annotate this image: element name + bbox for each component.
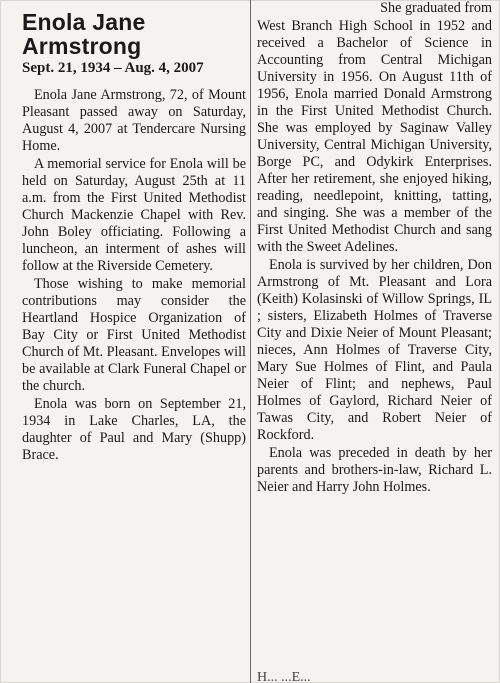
title-line-2: Armstrong	[22, 33, 142, 59]
obituary-title	[22, 10, 246, 58]
paragraph-memorial-service: A memorial service for Enola will be held on Saturday, August 25th at 11 a.m. from the First United Methodist Church Mackenzie Chapel with Rev. John Boley officiating. Following a luncheon, an interment of ashes will follow at the Riverside Cemetery.	[22, 156, 246, 274]
left-column	[22, 0, 246, 683]
paragraph-graduation-head: She graduated from	[380, 0, 492, 16]
cut-off-text-line: H... ...E...	[257, 670, 311, 683]
right-column	[257, 0, 492, 683]
life-dates: Sept. 21, 1934 – Aug. 4, 2007	[22, 60, 204, 76]
paragraph-birth: Enola was born on September 21, 1934 in Lake Charles, LA, the daughter of Paul and Mary (Shupp) Brace.	[22, 396, 246, 463]
paragraph-education-career: West Branch High School in 1952 and received a Bachelor of Science in Accounting from Central Michigan University in 1956. On August 11th of 1956, Enola married Donald Armstrong in the First United Methodist Church. She was employed by Saginaw Valley University, Central Michigan University, Borge PC, and Odykirk Enterprises. After her retirement, she enjoyed hiking, reading, needlepoint, knitting, tatting, and singing. She was a member of the First United Methodist Church and sang with the Sweet Adelines.	[257, 18, 492, 255]
paragraph-contributions: Those wishing to make memorial contributions may consider the Heartland Hospice Organization of Bay City or First United Methodist Church of Mt. Pleasant. Envelopes will be available at Clark Funeral Chapel or the church.	[22, 276, 246, 394]
title-line-1: Enola Jane	[22, 9, 146, 35]
paragraph-intro: Enola Jane Armstrong, 72, of Mount Pleasant passed away on Saturday, August 4, 2007 at Tendercare Nursing Home.	[22, 87, 246, 154]
paragraph-preceded-by: Enola was preceded in death by her parents and brothers-in-law, Richard L. Neier and Harry John Holmes.	[257, 445, 492, 495]
column-divider	[250, 0, 251, 683]
paragraph-survived-by: Enola is survived by her children, Don Armstrong of Mt. Pleasant and Lora (Keith) Kolasinski of Willow Springs, IL ; sisters, Elizabeth Holmes of Traverse City and Dixie Neier of Mount Pleasant; nieces, Ann Holmes of Traverse City, Mary Sue Holmes of Flint, and Paula Neier of Flint; and nephews, Paul Holmes of Gaylord, Richard Neier of Tawas City, and Robert Neier of Rockford.	[257, 257, 492, 443]
